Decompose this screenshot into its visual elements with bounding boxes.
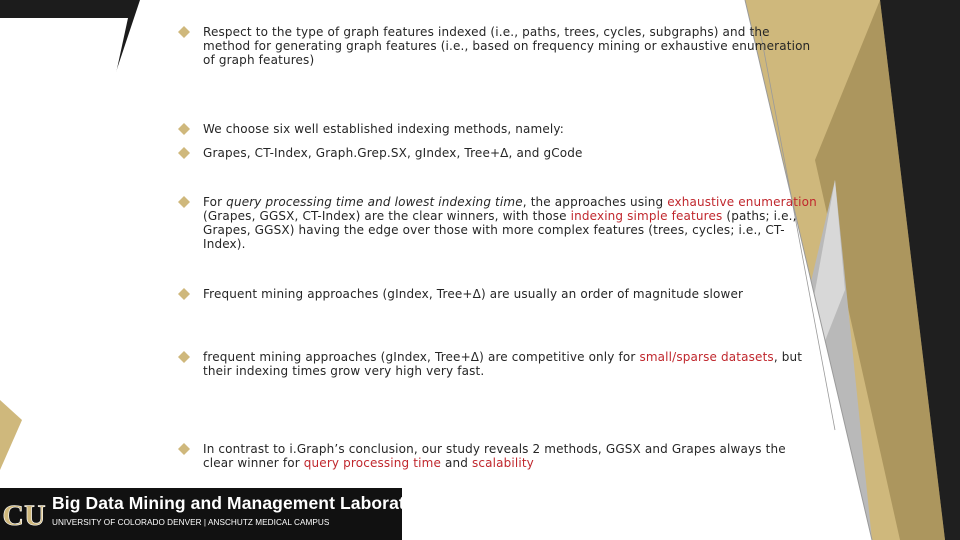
cu-logo-letters: CU xyxy=(2,499,46,532)
diamond-bullet-icon xyxy=(178,443,190,455)
diamond-bullet-icon xyxy=(178,123,190,135)
highlighted-phrase: exhaustive enumeration xyxy=(667,195,817,209)
bullet-text xyxy=(203,122,818,136)
bullet-text xyxy=(203,25,818,67)
highlighted-phrase: small/sparse datasets xyxy=(639,350,774,364)
footer-banner xyxy=(0,488,433,540)
diamond-bullet-shape xyxy=(178,26,190,38)
text-run: and xyxy=(440,456,472,470)
text-run: , but their indexing times grow very high very fast. xyxy=(203,350,803,378)
bullet-text xyxy=(203,146,818,160)
text-run: frequent mining approaches (gIndex, Tree+Δ) are competitive only for xyxy=(203,350,640,364)
text-run: We choose six well established indexing methods, namely: xyxy=(203,122,564,136)
diamond-bullet-icon xyxy=(178,26,190,38)
diamond-bullet-icon xyxy=(178,351,190,363)
bullet-text xyxy=(203,442,818,470)
diamond-bullet-icon xyxy=(178,196,190,208)
diamond-bullet-shape xyxy=(178,147,190,159)
lab-subtitle: UNIVERSITY OF COLORADO DENVER | ANSCHUTZ MEDICAL CAMPUS xyxy=(52,518,330,527)
diamond-bullet-icon xyxy=(178,288,190,300)
diamond-bullet-shape xyxy=(178,288,190,300)
bullet-text xyxy=(203,287,818,301)
text-run: For xyxy=(203,195,227,209)
text-run: Grapes, CT-Index, Graph.Grep.SX, gIndex, Tree+Δ, and gCode xyxy=(203,146,583,160)
diamond-bullet-shape xyxy=(178,443,190,455)
italic-phrase: query processing time and lowest indexing time xyxy=(226,195,523,209)
cu-logo-icon xyxy=(2,492,46,536)
highlighted-phrase: indexing simple features xyxy=(570,209,723,223)
text-run: , the approaches using xyxy=(522,195,668,209)
lab-title: Big Data Mining and Management Laboratory xyxy=(52,493,433,513)
diamond-bullet-shape xyxy=(178,123,190,135)
diamond-bullet-icon xyxy=(178,147,190,159)
text-run: Frequent mining approaches (gIndex, Tree+Δ) are usually an order of magnitude slower xyxy=(203,287,744,301)
highlighted-phrase: query processing time xyxy=(303,456,441,470)
text-run: In contrast to i.Graph’s conclusion, our study reveals 2 methods, GGSX and Grapes always the clear winner for xyxy=(203,442,786,470)
diamond-bullet-shape xyxy=(178,196,190,208)
diamond-bullet-shape xyxy=(178,351,190,363)
text-run: (Grapes, GGSX, CT-Index) are the clear winners, with those xyxy=(203,209,571,223)
bullet-text xyxy=(203,350,818,378)
text-run: (paths; i.e., Grapes, GGSX) having the edge over those with more complex features (trees, cycles; i.e., CT-Index). xyxy=(203,209,797,251)
highlighted-phrase: scalability xyxy=(471,456,534,470)
bullet-text xyxy=(203,195,818,251)
text-run: Respect to the type of graph features indexed (i.e., paths, trees, cycles, subgraphs) and the method for generating graph features (i.e., based on frequency mining or exhaustive enumeration of graph features) xyxy=(203,25,811,67)
